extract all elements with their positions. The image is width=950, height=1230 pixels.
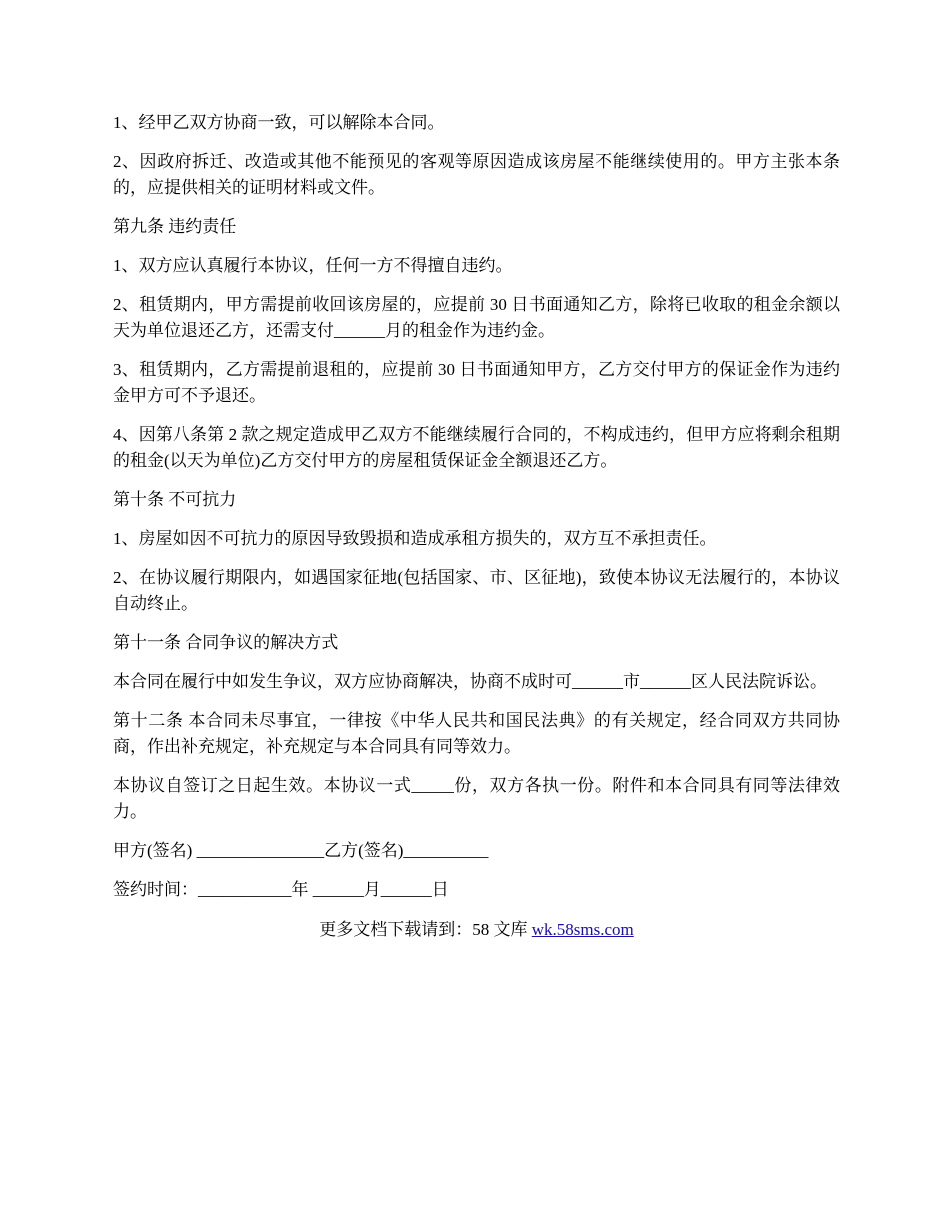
paragraph-force-majeure-1: 1、房屋如因不可抗力的原因导致毁损和造成承租方损失的，双方互不承担责任。 (113, 529, 717, 548)
footer (113, 917, 840, 943)
paragraph-termination-government: 2、因政府拆迁、改造或其他不能预见的客观等原因造成该房屋不能继续使用的。甲方主张本条的，应提供相关的证明材料或文件。 (113, 152, 840, 197)
paragraph-termination-mutual: 1、经甲乙双方协商一致，可以解除本合同。 (113, 113, 445, 132)
paragraph-force-majeure-2: 2、在协议履行期限内，如遇国家征地(包括国家、市、区征地)，致使本协议无法履行的，本协议自动终止。 (113, 568, 840, 613)
paragraph-breach-4: 4、因第八条第 2 款之规定造成甲乙双方不能继续履行合同的，不构成违约，但甲方应将剩余租期的租金(以天为单位)乙方交付甲方的房屋租赁保证金全额退还乙方。 (113, 425, 840, 470)
footer-text: 更多文档下载请到：58 文库 (319, 920, 532, 939)
paragraph-breach-1: 1、双方应认真履行本协议，任何一方不得擅自违约。 (113, 256, 513, 275)
paragraph-breach-3: 3、租赁期内，乙方需提前退租的，应提前 30 日书面通知甲方，乙方交付甲方的保证金作为违约金甲方可不予退还。 (113, 360, 840, 405)
heading-article-9: 第九条 违约责任 (113, 217, 237, 236)
signature-line: 甲方(签名) _______________乙方(签名)__________ (113, 841, 489, 860)
paragraph-breach-2: 2、租赁期内，甲方需提前收回该房屋的，应提前 30 日书面通知乙方，除将已收取的租金余额以天为单位退还乙方，还需支付______月的租金作为违约金。 (113, 295, 840, 340)
document-page (113, 110, 840, 943)
paragraph-effectiveness: 本协议自签订之日起生效。本协议一式_____份，双方各执一份。附件和本合同具有同等法律效力。 (113, 776, 840, 821)
signing-date-line: 签约时间：___________年 ______月______日 (113, 880, 449, 899)
paragraph-article-12: 第十二条 本合同未尽事宜，一律按《中华人民共和国民法典》的有关规定，经合同双方共同协商，作出补充规定，补充规定与本合同具有同等效力。 (113, 711, 840, 756)
heading-article-10: 第十条 不可抗力 (113, 490, 237, 509)
heading-article-11: 第十一条 合同争议的解决方式 (113, 633, 339, 652)
paragraph-dispute-resolution: 本合同在履行中如发生争议，双方应协商解决，协商不成时可______市______区人民法院诉讼。 (113, 672, 827, 691)
footer-link[interactable]: wk.58sms.com (531, 920, 634, 939)
